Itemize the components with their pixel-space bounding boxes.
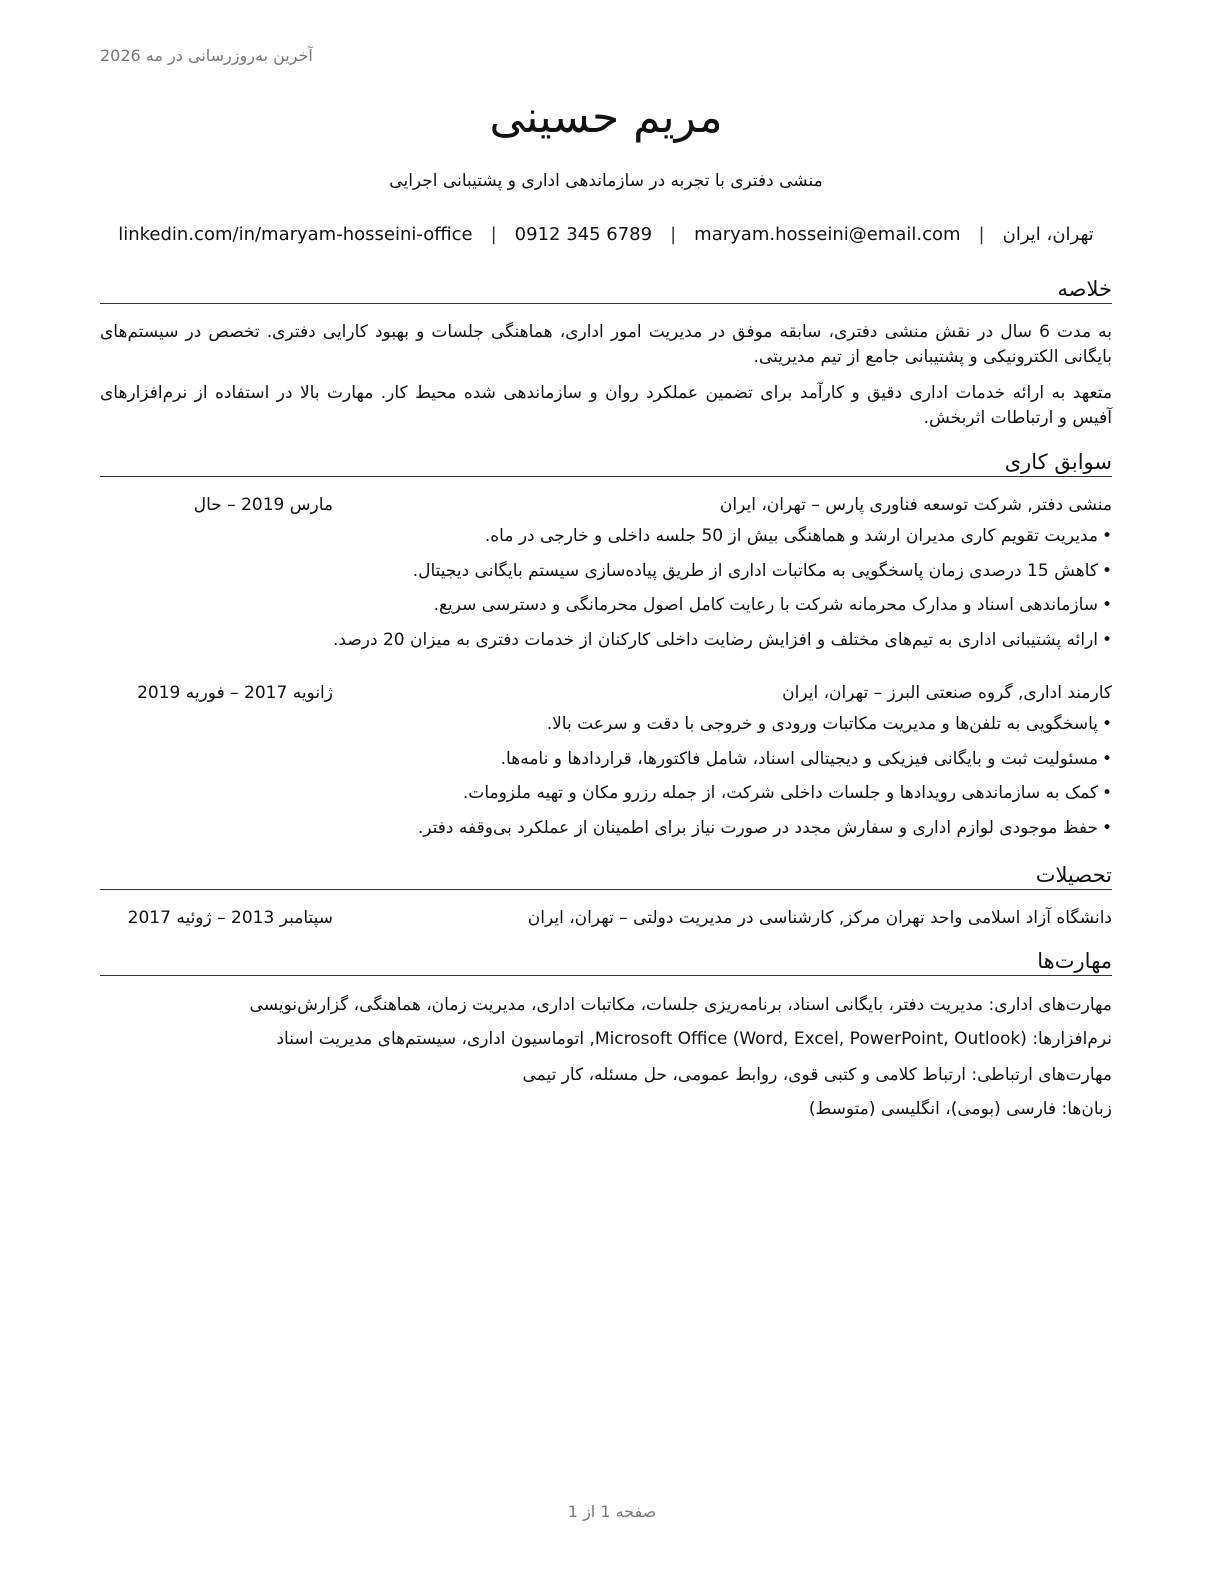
list-item: •مدیریت تقویم کاری مدیران ارشد و هماهنگی بیش از 50 جلسه داخلی و خارجی در ماه.: [484, 526, 1112, 546]
skills-languages: زبان‌ها: فارسی (بومی)، انگلیسی (متوسط): [808, 1099, 1112, 1119]
summary-heading: خلاصه: [100, 276, 1112, 304]
education-heading: تحصیلات: [100, 862, 1112, 890]
contact-phone: 0912 345 6789: [514, 224, 653, 245]
list-item: •ارائه پشتیبانی اداری به تیم‌های مختلف و افزایش رضایت داخلی کارکنان از خدمات دفتری به میزان 20 درصد.: [333, 629, 1112, 650]
skills-software: نرم‌افزارها: Microsoft Office (Word, Excel, PowerPoint, Outlook), اتوماسیون اداری، سیستم‌های مدیریت اسناد: [276, 1029, 1112, 1049]
job-header: [100, 681, 1112, 705]
candidate-name: مریم حسینی: [489, 92, 723, 143]
job-title: کارمند اداری, گروه صنعتی البرز – تهران، ایران: [782, 683, 1112, 703]
contact-line: [114, 224, 1098, 245]
page-number: صفحه 1 از 1: [567, 1502, 657, 1521]
contact-separator: |: [490, 224, 497, 245]
contact-email[interactable]: maryam.hosseini@email.com: [694, 224, 961, 245]
education-entry: [100, 906, 1112, 930]
list-item: •مسئولیت ثبت و بایگانی فیزیکی و دیجیتالی اسناد، شامل فاکتورها، قراردادها و نامه‌ها.: [500, 748, 1112, 769]
candidate-tagline: منشی دفتری با تجربه در سازماندهی اداری و پشتیبانی اجرایی: [389, 171, 823, 191]
contact-separator: |: [670, 224, 677, 245]
list-item: •کاهش 15 درصدی زمان پاسخگویی به مکاتبات اداری از طریق پیاده‌سازی سیستم بایگانی دیجیتال.: [412, 560, 1112, 581]
skills-heading: مهارت‌ها: [100, 948, 1112, 976]
summary-paragraph-1: به مدت 6 سال در نقش منشی دفتری، سابقه موفق در مدیریت امور اداری، هماهنگی جلسات و بهبود کارایی دفتری. تخصص در سیستم‌های بایگانی الکترونیکی و پشتیبانی جامع از تیم مدیریتی.: [100, 322, 1113, 367]
job-bullets: [100, 712, 1112, 850]
contact-separator: |: [978, 224, 985, 245]
job-bullets: [100, 524, 1112, 662]
education-degree: دانشگاه آزاد اسلامی واحد تهران مرکز, کارشناسی در مدیریت دولتی – تهران، ایران: [527, 908, 1112, 928]
education-dates: سپتامبر 2013 – ژوئیه 2017: [127, 908, 333, 928]
job-dates: مارس 2019 – حال: [193, 495, 333, 515]
list-item: •حفظ موجودی لوازم اداری و سفارش مجدد در صورت نیاز برای اطمینان از عملکرد بی‌وقفه دفتر.: [417, 817, 1112, 838]
last-updated: آخرین به‌روزرسانی در مه 2026: [100, 46, 313, 65]
skills-office: مهارت‌های اداری: مدیریت دفتر، بایگانی اسناد، برنامه‌ریزی جلسات، مکاتبات اداری، مدیریت زمان، هماهنگی، گزارش‌نویسی: [249, 995, 1112, 1015]
job-title: منشی دفتر, شرکت توسعه فناوری پارس – تهران، ایران: [719, 495, 1112, 515]
list-item: •پاسخگویی به تلفن‌ها و مدیریت مکاتبات ورودی و خروجی با دقت و سرعت بالا.: [546, 714, 1112, 734]
job-header: [100, 493, 1112, 517]
skills-communication: مهارت‌های ارتباطی: ارتباط کلامی و کتبی قوی، روابط عمومی، حل مسئله، کار تیمی: [522, 1065, 1112, 1085]
resume-page: [100, 0, 1112, 1584]
list-item: •کمک به سازماندهی رویدادها و جلسات داخلی شرکت، از جمله رزرو مکان و تهیه ملزومات.: [462, 783, 1112, 803]
job-dates: ژانویه 2017 – فوریه 2019: [137, 683, 333, 703]
experience-heading: سوابق کاری: [100, 449, 1112, 477]
summary-paragraph-2: متعهد به ارائه خدمات اداری دقیق و کارآمد برای تضمین عملکرد روان و سازماندهی شده محیط کار. مهارت بالا در استفاده از نرم‌افزارهای آفیس و ارتباطات اثربخش.: [100, 383, 1112, 428]
contact-linkedin[interactable]: linkedin.com/in/maryam-hosseini-office: [118, 224, 473, 245]
contact-location: تهران، ایران: [1002, 224, 1094, 245]
list-item: •سازماندهی اسناد و مدارک محرمانه شرکت با رعایت کامل اصول محرمانگی و دسترسی سریع.: [433, 595, 1112, 615]
